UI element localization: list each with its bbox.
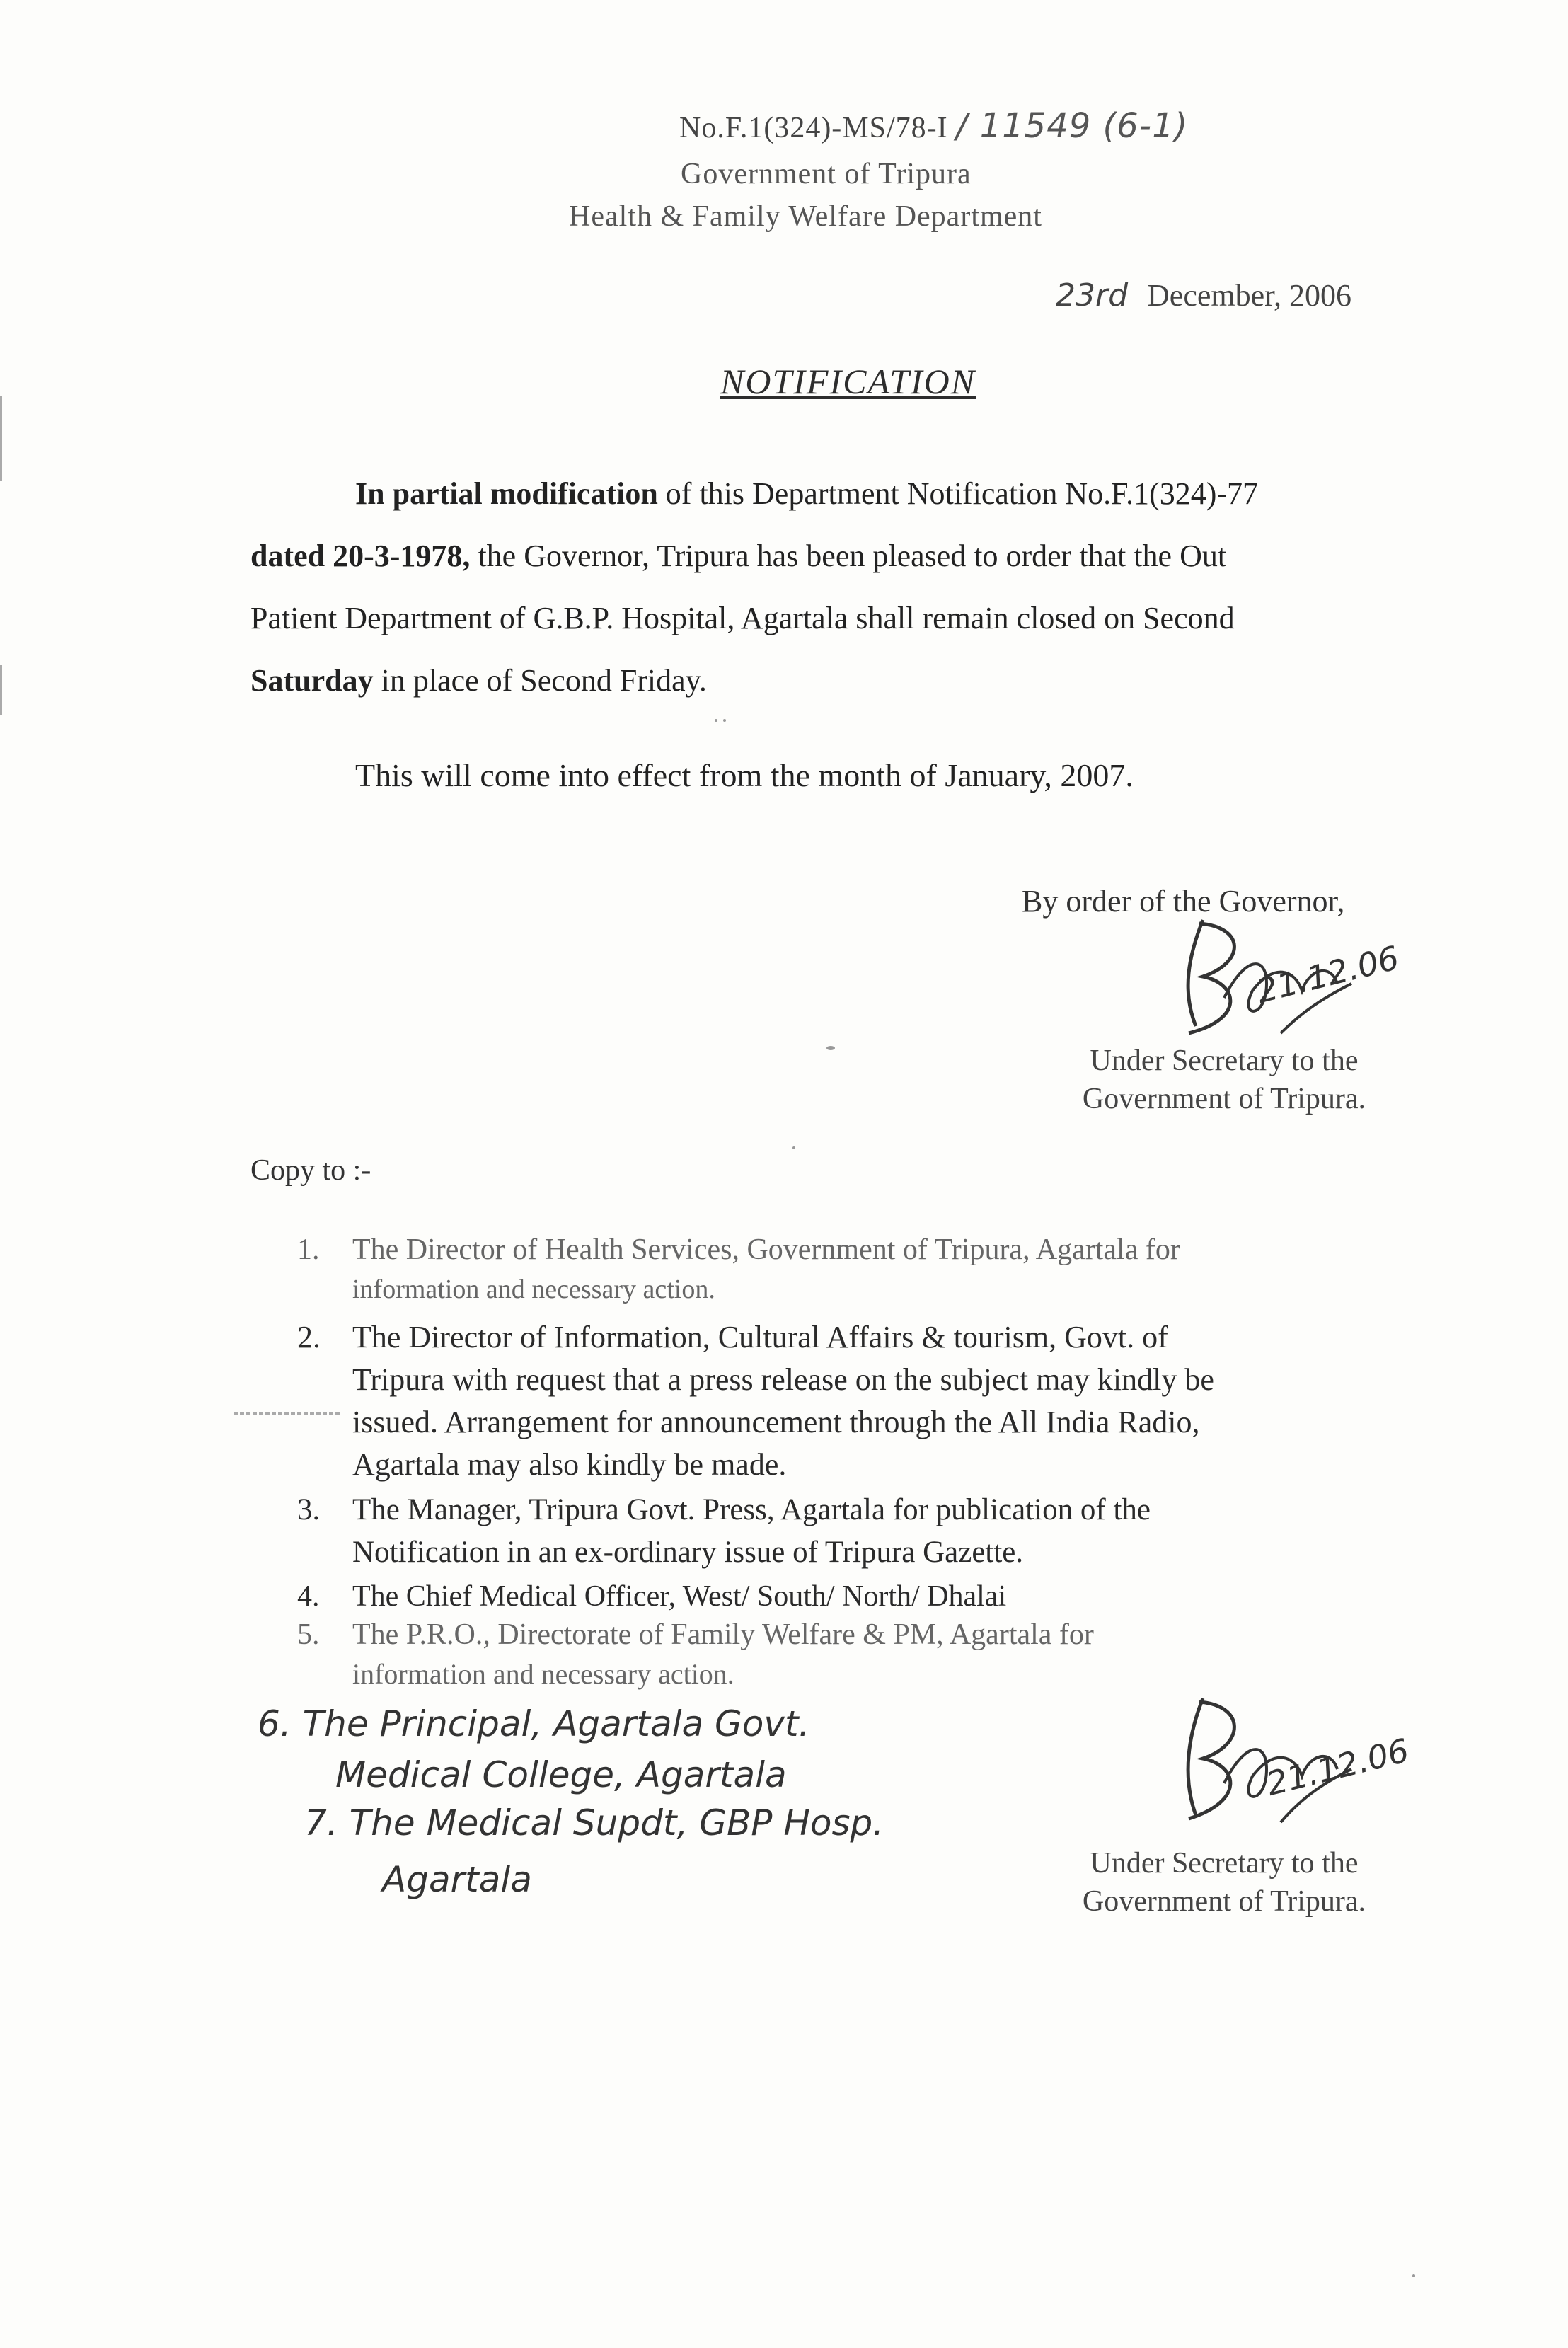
copy-item-number: 2. [297,1320,321,1354]
body-text: of this Department Notification No.F.1(324)-77 [657,476,1258,511]
scan-speck [715,719,717,722]
file-number-text: No.F.1(324)-MS/78-I [679,112,948,144]
copy-item-line: Tripura with request that a press release on the subject may kindly be [352,1362,1214,1397]
copy-item-line: Agartala may also kindly be made. [352,1447,787,1482]
handwritten-line: 7. The Medical Supdt, GBP Hosp. [304,1802,884,1843]
body-line-4 [250,650,1453,712]
page-title: NOTIFICATION [720,362,976,401]
copy-item-line: The P.R.O., Directorate of Family Welfare & PM, Agartala for [352,1618,1094,1651]
copy-item-line: The Chief Medical Officer, West/ South/ North/ Dhalai [352,1580,1007,1613]
copy-item-3 [297,1489,1456,1575]
copy-item-number: 3. [297,1493,321,1526]
copy-item-1 [297,1228,1456,1316]
scan-speck [792,1146,795,1149]
copy-item-line: information and necessary action. [352,1658,734,1690]
copy-to-list [297,1228,1456,1698]
copy-item-line: The Director of Information, Cultural Affairs & tourism, Govt. of [352,1320,1168,1354]
body-text: Patient Department of G.B.P. Hospital, Agartala shall remain closed on Second [250,601,1235,635]
designation-line-2: Government of Tripura. [1082,1885,1366,1918]
body-line-3 [250,587,1453,650]
body-bold-text: dated 20-3-1978, [250,539,471,573]
designation-line-1: Under Secretary to the [1090,1044,1359,1077]
handwritten-line: Agartala [382,1859,532,1900]
scan-edge-mark [0,396,2,481]
government-name: Government of Tripura [681,158,972,190]
handwritten-copy-7 [304,1795,884,1908]
body-bold-text: Saturday [250,663,374,698]
handwritten-line: Medical College, Agartala [335,1754,787,1795]
signatory-designation-1 [1026,1042,1422,1118]
copy-item-line: issued. Arrangement for announcement through the All India Radio, [352,1405,1200,1439]
signatory-designation-2 [1026,1844,1422,1921]
notification-date [1056,277,1351,313]
handwritten-copy-6 [258,1698,809,1800]
signature-2-date: 21.12.06 [1262,1731,1413,1803]
copy-item-line: The Director of Health Services, Government of Tripura, Agartala for [352,1233,1180,1266]
by-order-text: By order of the Governor, [1022,884,1345,919]
copy-item-5 [297,1613,1456,1698]
body-text: the Governor, Tripura has been pleased to order that the Out [470,539,1227,573]
body-line-2 [250,525,1453,587]
copy-item-number: 1. [297,1233,320,1266]
copy-item-line: information and necessary action. [352,1274,715,1304]
copy-item-line: Notification in an ex-ordinary issue of Tripura Gazette. [352,1536,1024,1569]
body-paragraph-1 [250,463,1453,712]
scan-edge-mark [0,665,2,715]
scan-speck [1412,2274,1415,2277]
copy-item-2 [297,1316,1456,1489]
scan-speck [723,719,726,722]
copy-item-number: 5. [297,1618,320,1651]
signature-1-date: 21.12.06 [1252,938,1403,1011]
body-paragraph-2: This will come into effect from the month of January, 2007. [355,757,1134,793]
handwritten-line: 6. The Principal, Agartala Govt. [258,1703,810,1744]
file-number-handwritten: / 11549 (6-1) [956,106,1189,146]
margin-dash [234,1412,340,1415]
body-line-1 [250,463,1453,525]
body-text: in place of Second Friday. [373,663,707,698]
copy-item-4 [297,1575,1456,1613]
date-day-handwritten: 23rd [1056,277,1129,313]
date-month-year: December, 2006 [1147,278,1352,313]
body-bold-text: In partial modification [355,476,658,511]
copy-item-number: 4. [297,1580,320,1613]
copy-to-label: Copy to :- [250,1154,371,1187]
designation-line-2: Government of Tripura. [1082,1083,1366,1115]
copy-item-line: The Manager, Tripura Govt. Press, Agartala for publication of the [352,1493,1151,1526]
scan-speck [826,1046,835,1050]
file-number [679,106,1188,146]
designation-line-1: Under Secretary to the [1090,1847,1359,1880]
department-name: Health & Family Welfare Department [569,200,1042,233]
